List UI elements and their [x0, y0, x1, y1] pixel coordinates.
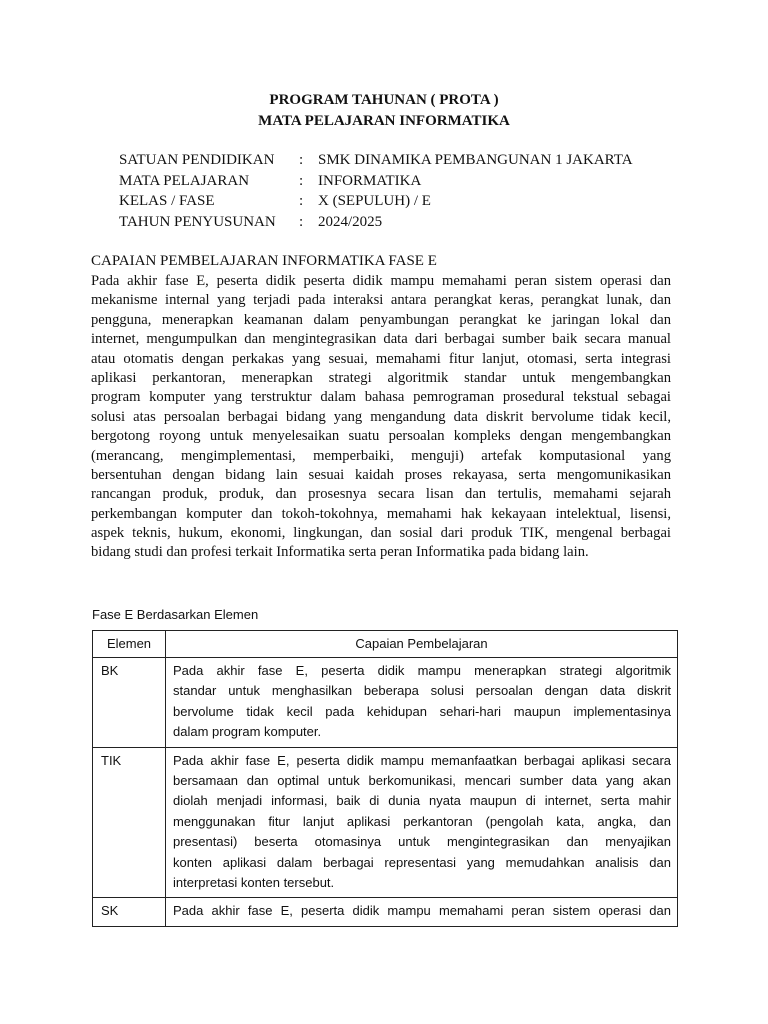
paragraph-line: solusi atas persoalan berbagai bidang yang mengandung data diskrit bervolume tidak kecil,: [91, 408, 671, 425]
info-label: SATUAN PENDIDIKAN: [119, 152, 275, 168]
info-colon: :: [299, 193, 304, 209]
cell-line: dalam program komputer.: [173, 724, 322, 740]
capaian-paragraph: [91, 272, 671, 563]
cell-line: presentasi) beserta otomasinya untuk mengintegrasikan dan menyajikan: [173, 834, 671, 850]
identity-block: [119, 150, 633, 232]
info-value: X (SEPULUH) / E: [318, 193, 431, 209]
cell-line: interpretasi konten tersebut.: [173, 874, 335, 890]
info-value: SMK DINAMIKA PEMBANGUNAN 1 JAKARTA: [318, 152, 633, 168]
info-row-tahun: [119, 212, 633, 233]
table-row: [93, 747, 678, 898]
table-title: Fase E Berdasarkan Elemen: [92, 607, 259, 622]
info-row-kelas: [119, 191, 633, 212]
cell-line: bersamaan dan optimal untuk berkomunikasi, mencari sumber data yang akan: [173, 772, 671, 788]
table-row: [93, 898, 678, 926]
paragraph-line: mekanisme internal yang terjadi pada interaksi antara perangkat keras, perangkat lunak, dan: [91, 292, 671, 309]
document-title: PROGRAM TAHUNAN ( PROTA ): [269, 92, 499, 108]
capaian-heading: CAPAIAN PEMBELAJARAN INFORMATIKA FASE E: [91, 253, 437, 269]
table-header-row: [93, 631, 678, 658]
paragraph-line: atau otomatis dengan perkakas yang sesuai, memahami fitur lanjut, otomasi, serta integrasi: [91, 350, 671, 367]
cell-line: Pada akhir fase E, peserta didik mampu memanfaatkan berbagai aplikasi secara: [173, 752, 671, 768]
row-elemen: SK: [93, 898, 166, 926]
paragraph-line: pengguna, menerapkan keamanan dalam penyambungan perangkat ke jaringan lokal dan: [91, 311, 671, 328]
cell-line: bervolume tidak kecil pada kehidupan sehari-hari maupun implementasinya: [173, 703, 671, 719]
document-subtitle: MATA PELAJARAN INFORMATIKA: [258, 113, 510, 129]
info-label: TAHUN PENYUSUNAN: [119, 213, 276, 230]
header-elemen: Elemen: [93, 631, 166, 658]
info-label: KELAS / FASE: [119, 193, 215, 209]
cell-line: standar untuk menghasilkan beberapa solusi persoalan dengan data diskrit: [173, 683, 671, 699]
cell-line: Pada akhir fase E, peserta didik mampu memahami peran sistem operasi dan: [173, 903, 671, 919]
row-capaian: [166, 898, 678, 926]
paragraph-line: bersentuhan dengan bidang lain sesuai kaidah proses rekayasa, serta mengomunikasikan: [91, 466, 671, 483]
paragraph-line: Pada akhir fase E, peserta didik peserta didik mampu memahami peran sistem operasi dan: [91, 273, 671, 289]
paragraph-line: aspek teknis, hukum, ekonomi, lingkungan, dan sosial dari produk TIK, mengenal berbagai: [91, 525, 671, 542]
info-row-satuan: [119, 150, 633, 171]
info-colon: :: [299, 172, 304, 189]
row-capaian: [166, 658, 678, 748]
row-elemen: TIK: [93, 747, 166, 898]
info-colon: :: [299, 152, 304, 168]
paragraph-line: aplikasi perkantoran, menerapkan strategi algoritmik standar untuk mengembangkan: [91, 369, 671, 386]
paragraph-line: perkembangan komputer dan tokoh-tokohnya, memahami hak kekayaan intelektual, lisensi,: [91, 505, 671, 522]
row-capaian: [166, 747, 678, 898]
paragraph-line: bergotong royong untuk menyelesaikan suatu persoalan kompleks dengan mengembangkan: [91, 428, 671, 445]
info-row-mapel: [119, 171, 633, 192]
row-elemen: BK: [93, 658, 166, 748]
info-value: INFORMATIKA: [318, 172, 422, 189]
info-label: MATA PELAJARAN: [119, 172, 250, 189]
capaian-table: [92, 630, 678, 927]
info-value: 2024/2025: [318, 213, 383, 230]
header-capaian: Capaian Pembelajaran: [166, 631, 678, 658]
cell-line: Pada akhir fase E, peserta didik mampu menerapkan strategi algoritmik: [173, 663, 671, 678]
cell-line: menggunakan fitur lanjut aplikasi perkantoran (pengolah kata, angka, dan: [173, 813, 671, 829]
paragraph-line: internet, mengumpulkan dan mengintegrasikan data dari berbagai sumber baik secara manual: [91, 331, 671, 348]
paragraph-line: program komputer yang terstruktur dalam bahasa pemrograman prosedural tekstual sebagai: [91, 389, 671, 406]
paragraph-line: bidang studi dan profesi terkait Informatika serta peran Informatika pada bidang lain.: [91, 544, 589, 561]
cell-line: konten aplikasi dalam berbagai representasi yang memudahkan analisis dan: [173, 854, 671, 870]
paragraph-line: rancangan produk, produk, dan prosesnya secara lisan dan tertulis, memahami sejarah: [91, 486, 671, 503]
paragraph-line: (merancang, mengimplementasi, memperbaiki, menguji) artefak komputasional yang: [91, 447, 671, 464]
table-row: [93, 658, 678, 748]
cell-line: diolah menjadi informasi, baik di dunia nyata maupun di internet, serta mahir: [173, 793, 671, 809]
info-colon: :: [299, 213, 304, 230]
